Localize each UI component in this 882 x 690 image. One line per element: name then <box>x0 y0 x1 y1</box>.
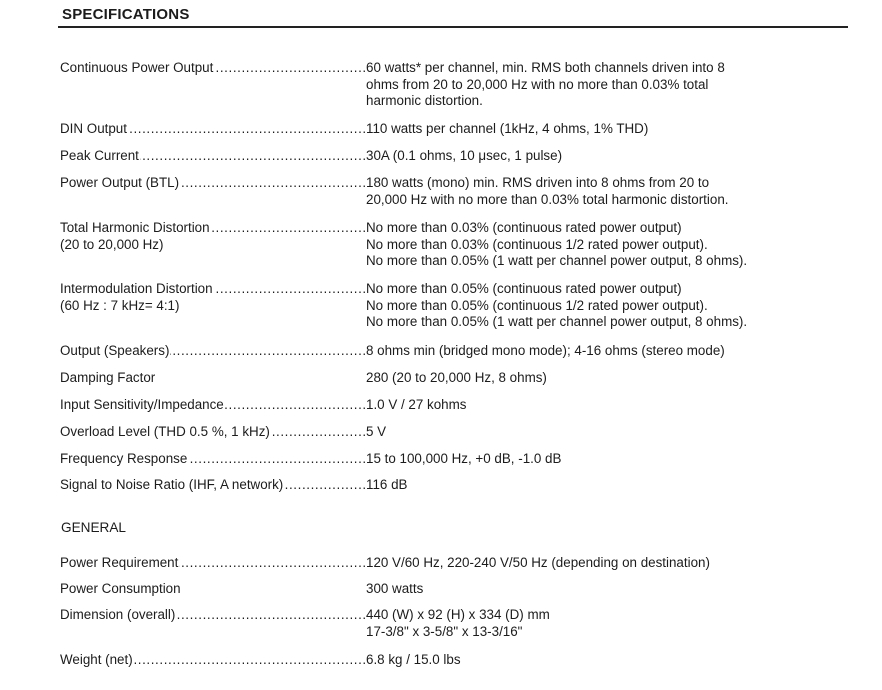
spec-value: 180 watts (mono) min. RMS driven into 8 ohms from 20 to 20,000 Hz with no more than 0.03% total harmonic distortion. <box>366 175 729 207</box>
spec-value: 1.0 V / 27 kohms <box>366 397 467 412</box>
spec-label: Power Output (BTL) ..... <box>60 175 365 192</box>
spec-value: 5 V <box>366 424 387 439</box>
spec-label: Input Sensitivity/Impedance ..... <box>60 397 365 414</box>
spec-sublabel: (20 to 20,000 Hz) <box>60 236 164 252</box>
spec-label: Total Harmonic Distortion ..... <box>60 220 365 237</box>
spec-value: 15 to 100,000 Hz, +0 dB, -1.0 dB <box>366 451 562 466</box>
spec-label: Power Requirement ..... <box>60 555 365 572</box>
spec-label: Dimension (overall) ..... <box>60 607 365 624</box>
spec-label: Continuous Power Output ..... <box>60 60 365 77</box>
spec-label: Power Consumption <box>60 581 181 596</box>
general-heading: GENERAL <box>61 520 126 535</box>
spec-label: Overload Level (THD 0.5 %, 1 kHz) ..... <box>60 424 365 441</box>
spec-value: 30A (0.1 ohms, 10 μsec, 1 pulse) <box>366 148 563 163</box>
spec-label: Output (Speakers) ..... <box>60 343 365 360</box>
spec-label: DIN Output ..... <box>60 121 365 138</box>
spec-value: 300 watts <box>366 581 424 596</box>
spec-value: No more than 0.05% (continuous rated power output) No more than 0.05% (continuous 1/2 rated power output). No more than 0.05% (1 watt per channel power output, 8 ohms). <box>366 281 748 329</box>
spec-value: 6.8 kg / 15.0 lbs <box>366 652 461 667</box>
spec-value: 110 watts per channel (1kHz, 4 ohms, 1% THD) <box>366 121 649 136</box>
spec-label: Damping Factor <box>60 370 156 385</box>
spec-label: Signal to Noise Ratio (IHF, A network) ..... <box>60 477 365 494</box>
spec-sublabel: (60 Hz : 7 kHz= 4:1) <box>60 297 180 313</box>
spec-value: 60 watts* per channel, min. RMS both channels driven into 8 ohms from 20 to 20,000 Hz with no more than 0.03% total harmonic distortion. <box>366 60 725 108</box>
heading-rule <box>58 26 848 28</box>
spec-label: Weight (net) ..... <box>60 652 365 669</box>
spec-value: No more than 0.03% (continuous rated power output) No more than 0.03% (continuous 1/2 rated power output). No more than 0.05% (1 watt per channel power output, 8 ohms). <box>366 220 748 268</box>
spec-label: Frequency Response ..... <box>60 451 365 468</box>
spec-value: 440 (W) x 92 (H) x 334 (D) mm 17-3/8" x 3-5/8" x 13-3/16" <box>366 607 550 639</box>
specifications-heading: SPECIFICATIONS <box>62 6 190 23</box>
spec-value: 8 ohms min (bridged mono mode); 4-16 ohms (stereo mode) <box>366 343 725 358</box>
spec-value: 120 V/60 Hz, 220-240 V/50 Hz (depending on destination) <box>366 555 710 570</box>
spec-value: 116 dB <box>366 477 408 492</box>
spec-label: Intermodulation Distortion ..... <box>60 281 365 298</box>
spec-label: Peak Current ..... <box>60 148 365 165</box>
spec-value: 280 (20 to 20,000 Hz, 8 ohms) <box>366 370 547 385</box>
